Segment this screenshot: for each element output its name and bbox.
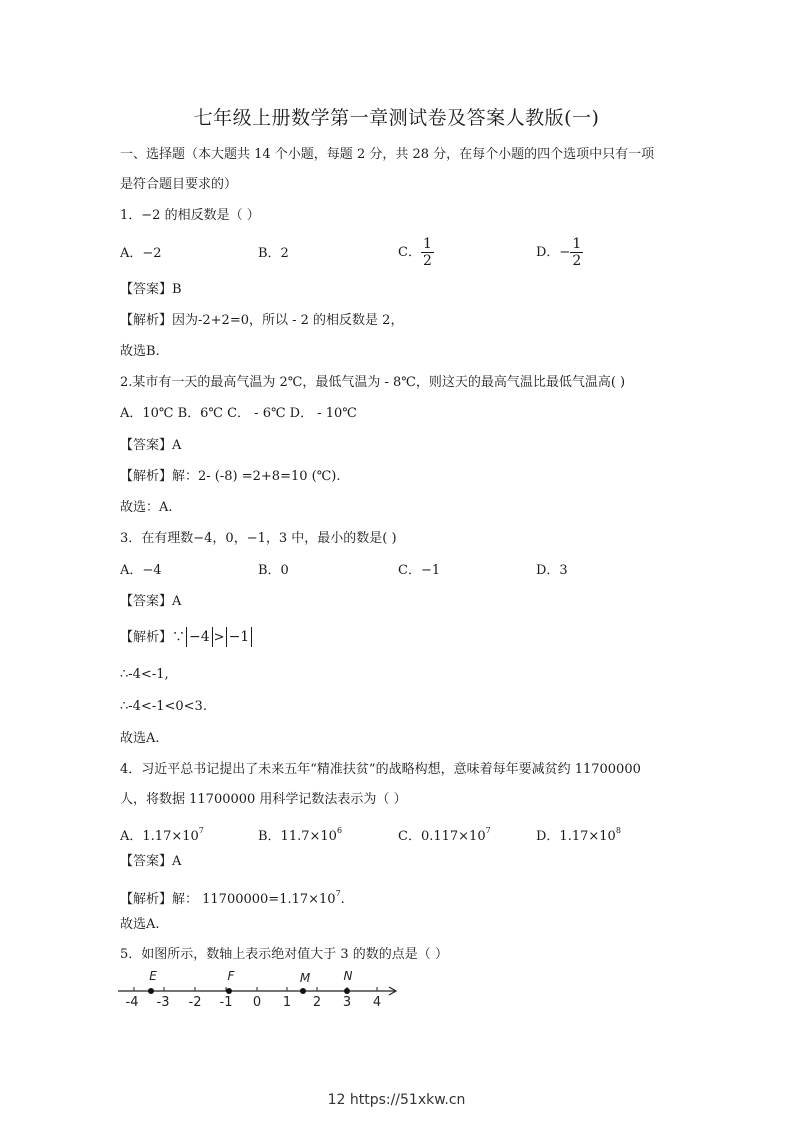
q1-answer: 【答案】B [120, 282, 182, 297]
q3-analysis [120, 627, 253, 647]
q4-option-b [258, 822, 342, 846]
q3-stem: 3．在有理数−4，0，−1，3 中，最小的数是( ) [120, 531, 397, 546]
q1-option-c [398, 236, 434, 269]
tick-label: -2 [188, 995, 202, 1010]
q4-analysis-end: . [340, 892, 345, 907]
fraction-denominator: 2 [572, 253, 582, 269]
q4-option-b-text: B．11.7×10 [258, 829, 337, 844]
q2-conclusion: 故选：A. [120, 500, 173, 515]
section-heading-line-1: 一、选择题（本大题共 14 个小题，每题 2 分，共 28 分，在每个小题的四个选项中只有一项 [120, 147, 655, 162]
point-m [300, 988, 306, 994]
tick-label: 4 [372, 995, 382, 1010]
fraction-numerator: 1 [572, 236, 582, 252]
section-heading-line-2: 是符合题目要求的） [120, 177, 238, 192]
q4-answer: 【答案】A [120, 854, 182, 869]
tick-label: -1 [219, 995, 233, 1010]
point-label-n: N [343, 969, 353, 983]
tick-label: 3 [342, 995, 352, 1010]
q4-stem-line-2: 人，将数据 11700000 用科学记数法表示为（ ） [120, 792, 407, 807]
q4-option-b-exponent: 6 [336, 826, 343, 835]
point-label-e: E [149, 969, 157, 983]
q1-option-d [536, 236, 583, 269]
tick-label: 1 [282, 995, 292, 1010]
q1-conclusion: 故选B. [120, 344, 160, 359]
q3-abs-value-2: −1 [226, 627, 253, 647]
q4-option-c-text: C．0.117×10 [398, 829, 486, 844]
q4-option-a [120, 822, 204, 846]
q1-option-d-prefix: D．− [536, 245, 571, 260]
q3-option-d: D．3 [536, 563, 568, 578]
q1-option-a: A．−2 [120, 246, 162, 261]
point-label-m: M [299, 971, 311, 985]
q2-options: A．10℃ B．6℃ C． - 6℃ D． - 10℃ [120, 406, 357, 421]
point-e [148, 988, 154, 994]
q3-step-1: ∴-4<-1, [120, 667, 169, 682]
q3-greater-than: > [213, 630, 225, 645]
q2-stem: 2.某市有一天的最高气温为 2℃，最低气温为 - 8℃，则这天的最高气温比最低气温高( ) [120, 375, 626, 390]
number-line-figure [112, 968, 402, 1010]
q4-stem-line-1: 4．习近平总书记提出了未来五年“精准扶贫”的战略构想，意味着每年要减贫约 11700000 [120, 762, 641, 777]
q1-option-c-fraction [421, 236, 434, 269]
q4-option-d-exponent: 8 [615, 826, 621, 835]
q4-option-c [398, 822, 491, 846]
point-n [344, 988, 350, 994]
tick-label: -4 [125, 995, 139, 1010]
q2-answer: 【答案】A [120, 438, 182, 453]
q1-option-b: B．2 [258, 246, 289, 261]
page-footer: 12 https://51xkw.cn [327, 1092, 466, 1108]
q3-step-2: ∴-4<-1<0<3. [120, 699, 207, 714]
q3-analysis-prefix: 【解析】∵ [120, 630, 186, 645]
tick-label: -3 [156, 995, 170, 1010]
q3-answer: 【答案】A [120, 594, 182, 609]
q3-abs-value-1: −4 [186, 627, 213, 647]
number-line-point-labels [149, 969, 352, 985]
q4-analysis [120, 885, 345, 909]
q4-option-a-exponent: 7 [198, 826, 204, 835]
q1-option-d-fraction [570, 236, 583, 269]
q3-option-c: C．−1 [398, 563, 441, 578]
fraction-denominator: 2 [422, 253, 432, 269]
point-f [226, 988, 232, 994]
q5-stem: 5．如图所示，数轴上表示绝对值大于 3 的数的点是（ ） [120, 947, 448, 962]
q4-analysis-text: 【解析】解： 11700000=1.17×10 [120, 892, 336, 907]
point-label-f: F [227, 969, 235, 983]
tick-label: 0 [252, 995, 262, 1010]
q4-option-c-exponent: 7 [485, 826, 491, 835]
q3-option-b: B．0 [258, 563, 289, 578]
q4-analysis-exponent: 7 [335, 889, 341, 898]
q4-option-d-text: D．1.17×10 [536, 829, 616, 844]
q3-option-a: A．−4 [120, 563, 162, 578]
number-line-tick-labels [126, 995, 382, 1010]
q1-analysis: 【解析】因为-2+2=0，所以 - 2 的相反数是 2， [120, 313, 404, 328]
q1-stem: 1．−2 的相反数是（ ） [120, 208, 260, 223]
page-title: 七年级上册数学第一章测试卷及答案人教版(一) [193, 107, 600, 129]
q3-conclusion: 故选A. [120, 731, 160, 746]
q1-option-c-prefix: C． [398, 245, 421, 260]
q4-option-d [536, 822, 621, 846]
q4-option-a-text: A．1.17×10 [120, 829, 199, 844]
q4-conclusion: 故选A. [120, 917, 160, 932]
fraction-numerator: 1 [422, 236, 432, 252]
q2-analysis: 【解析】解：2- (-8) =2+8=10 (℃). [120, 469, 341, 484]
tick-label: 2 [312, 995, 322, 1010]
